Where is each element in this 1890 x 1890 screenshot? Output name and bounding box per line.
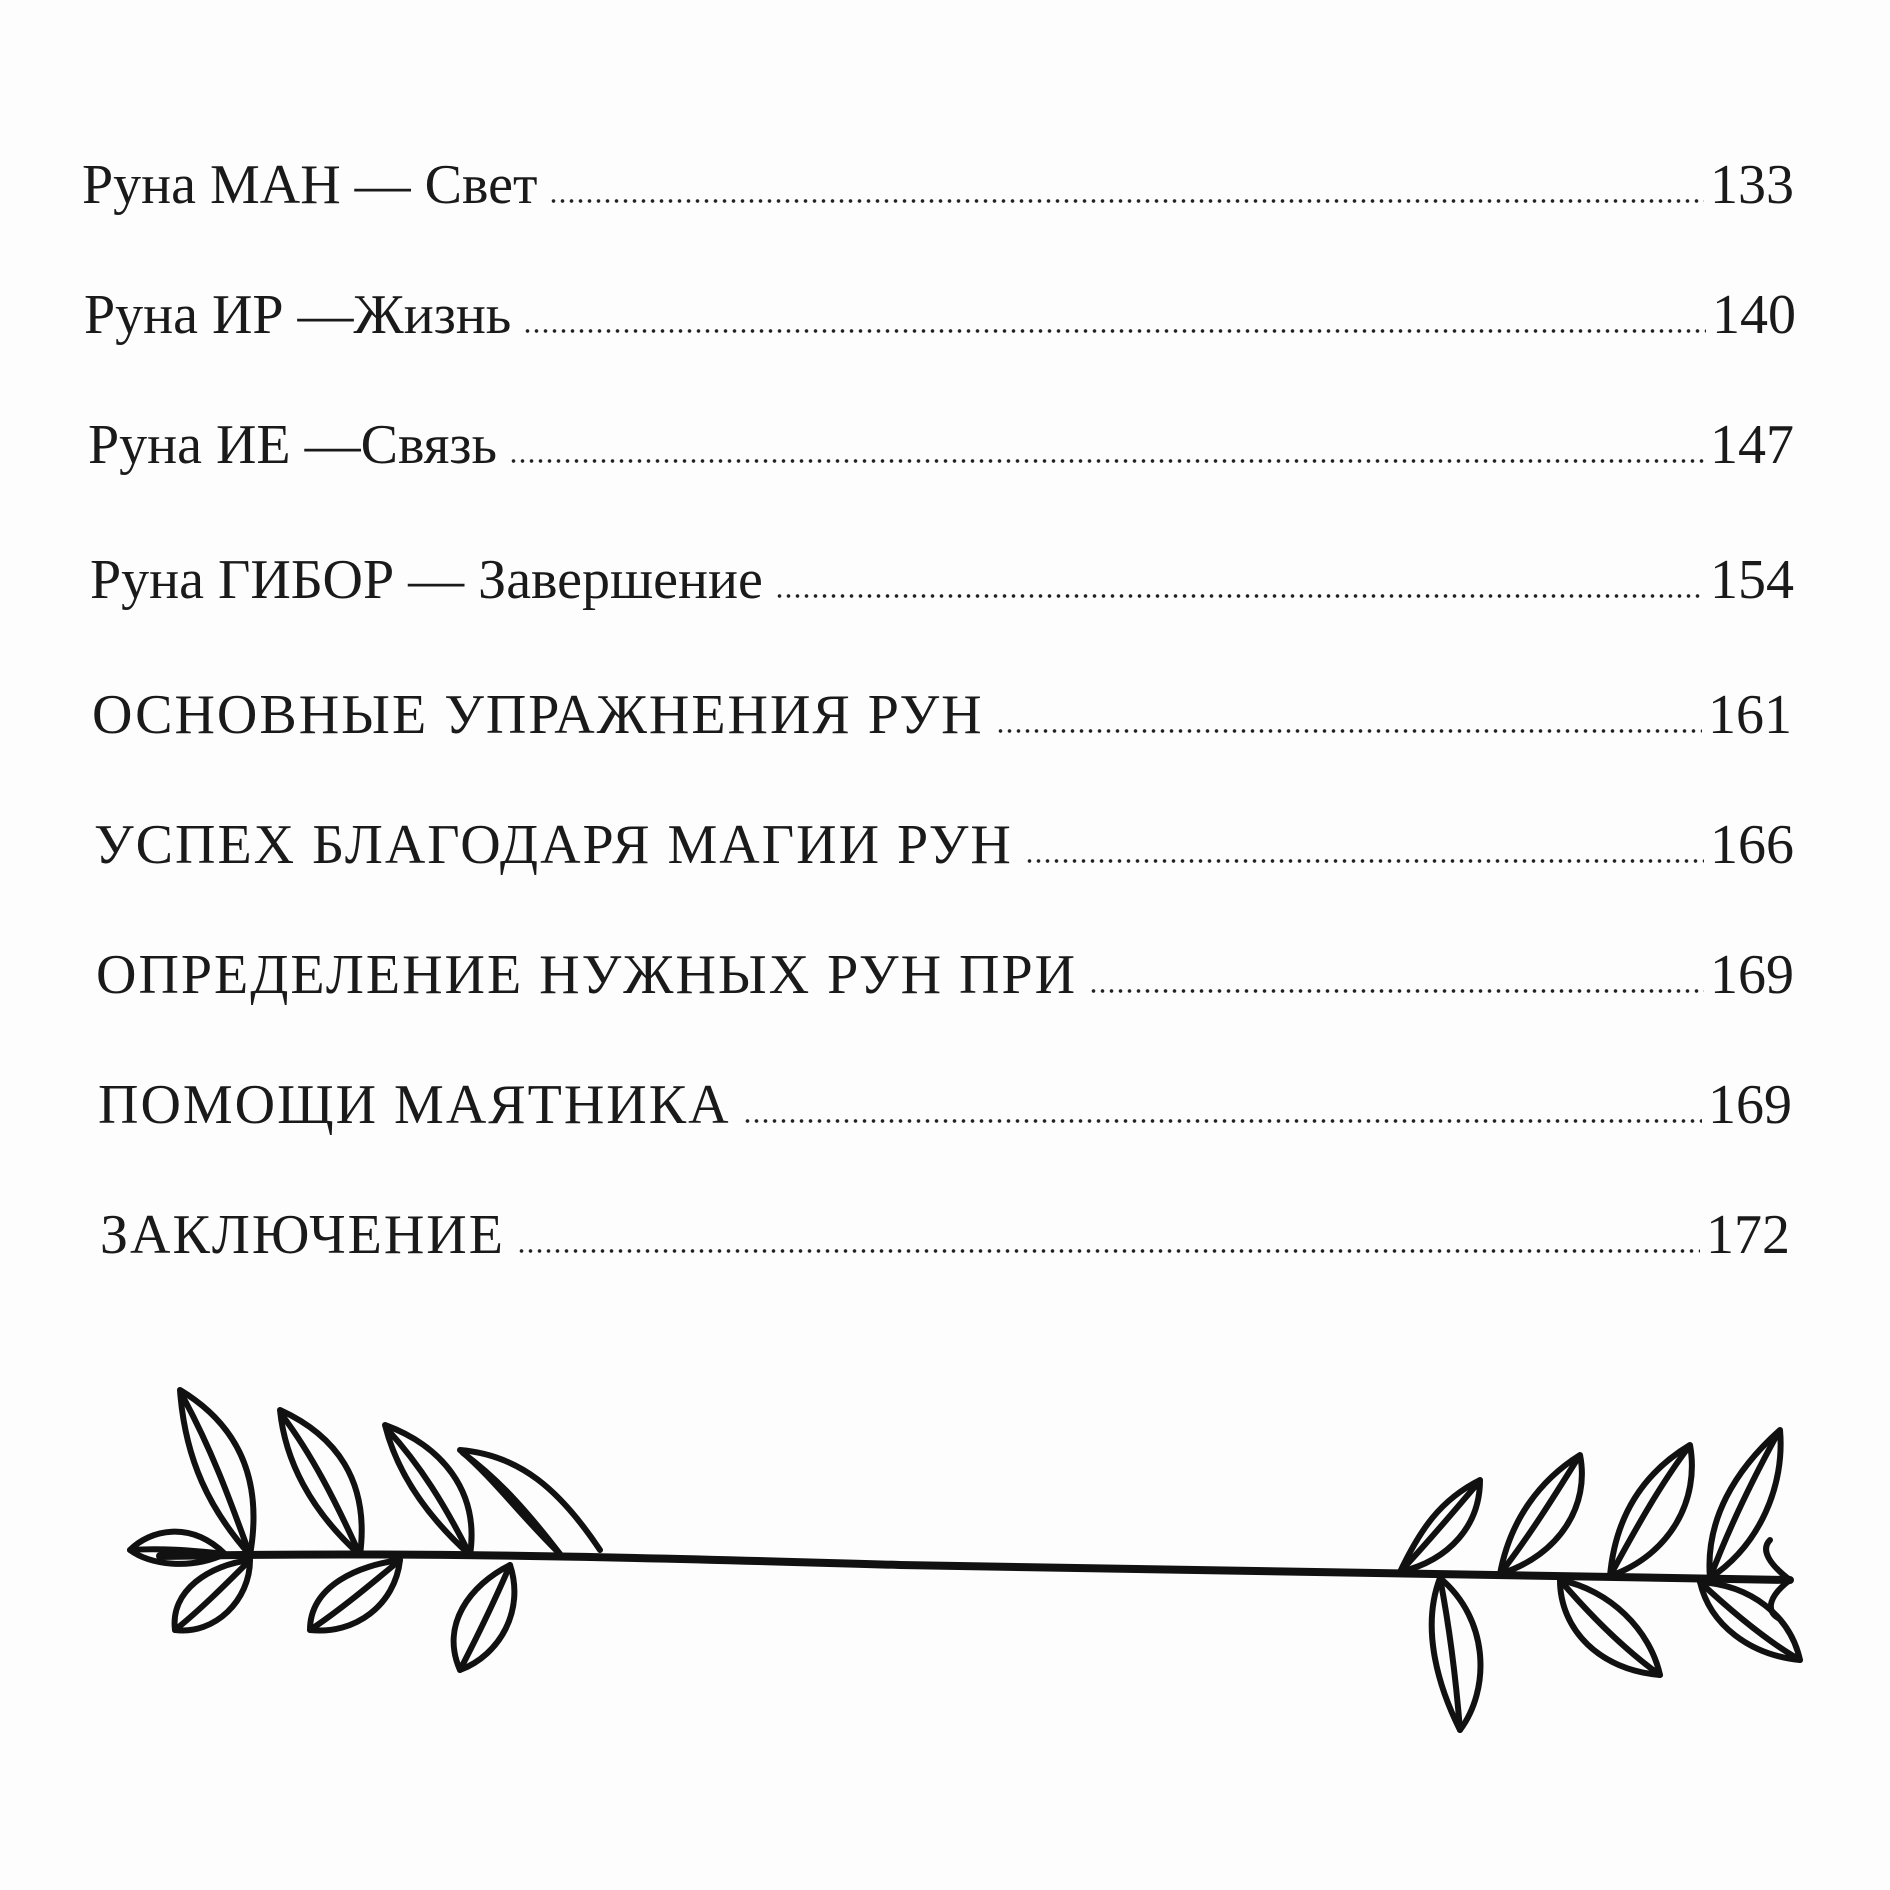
toc-entry-page: 169 xyxy=(1708,1074,1792,1136)
toc-entry-title: Руна МАН — Свет xyxy=(82,154,538,216)
toc-entry-title: ЗАКЛЮЧЕНИЕ xyxy=(100,1204,505,1266)
laurel-branch-divider-icon xyxy=(0,1360,1890,1780)
toc-entry-page: 147 xyxy=(1710,414,1794,476)
toc-leader-dots xyxy=(517,1246,1700,1256)
toc-entry-title: Руна ИР —Жизнь xyxy=(84,284,512,346)
toc-entry-title: Руна ГИБОР — Завершение xyxy=(90,549,763,611)
toc-leader-dots xyxy=(509,456,1704,466)
toc-leader-dots xyxy=(523,326,1706,336)
toc-leader-dots xyxy=(775,591,1704,601)
toc-entry[interactable] xyxy=(88,410,1794,480)
toc-entry-page: 133 xyxy=(1710,154,1794,216)
toc-entry-title: ОСНОВНЫЕ УПРАЖНЕНИЯ РУН xyxy=(92,684,984,746)
toc-entry-page: 169 xyxy=(1710,944,1794,1006)
toc-entry[interactable] xyxy=(100,1200,1790,1270)
toc-leader-dots xyxy=(996,726,1702,736)
toc-leader-dots xyxy=(1089,986,1704,996)
toc-entry-title: УСПЕХ БЛАГОДАРЯ МАГИИ РУН xyxy=(94,814,1013,876)
toc-leader-dots xyxy=(549,196,1704,206)
toc-entry[interactable] xyxy=(92,680,1792,750)
toc-entry-page: 166 xyxy=(1710,814,1794,876)
toc-leader-dots xyxy=(743,1116,1702,1126)
toc-entry[interactable] xyxy=(98,1070,1792,1140)
toc-entry-title: Руна ИЕ —Связь xyxy=(88,414,498,476)
toc-entry-page: 154 xyxy=(1710,549,1794,611)
toc-entry-page: 140 xyxy=(1712,284,1796,346)
toc-leader-dots xyxy=(1025,856,1704,866)
toc-entry-title: ОПРЕДЕЛЕНИЕ НУЖНЫХ РУН ПРИ xyxy=(96,944,1078,1006)
toc-entry-title: ПОМОЩИ МАЯТНИКА xyxy=(98,1074,731,1136)
toc-entry-page: 172 xyxy=(1706,1204,1790,1266)
toc-entry[interactable] xyxy=(82,150,1794,220)
toc-entry[interactable] xyxy=(90,545,1794,615)
toc-entry[interactable] xyxy=(84,280,1796,350)
toc-entry[interactable] xyxy=(96,940,1794,1010)
toc-entry[interactable] xyxy=(94,810,1794,880)
toc-entry-page: 161 xyxy=(1708,684,1792,746)
